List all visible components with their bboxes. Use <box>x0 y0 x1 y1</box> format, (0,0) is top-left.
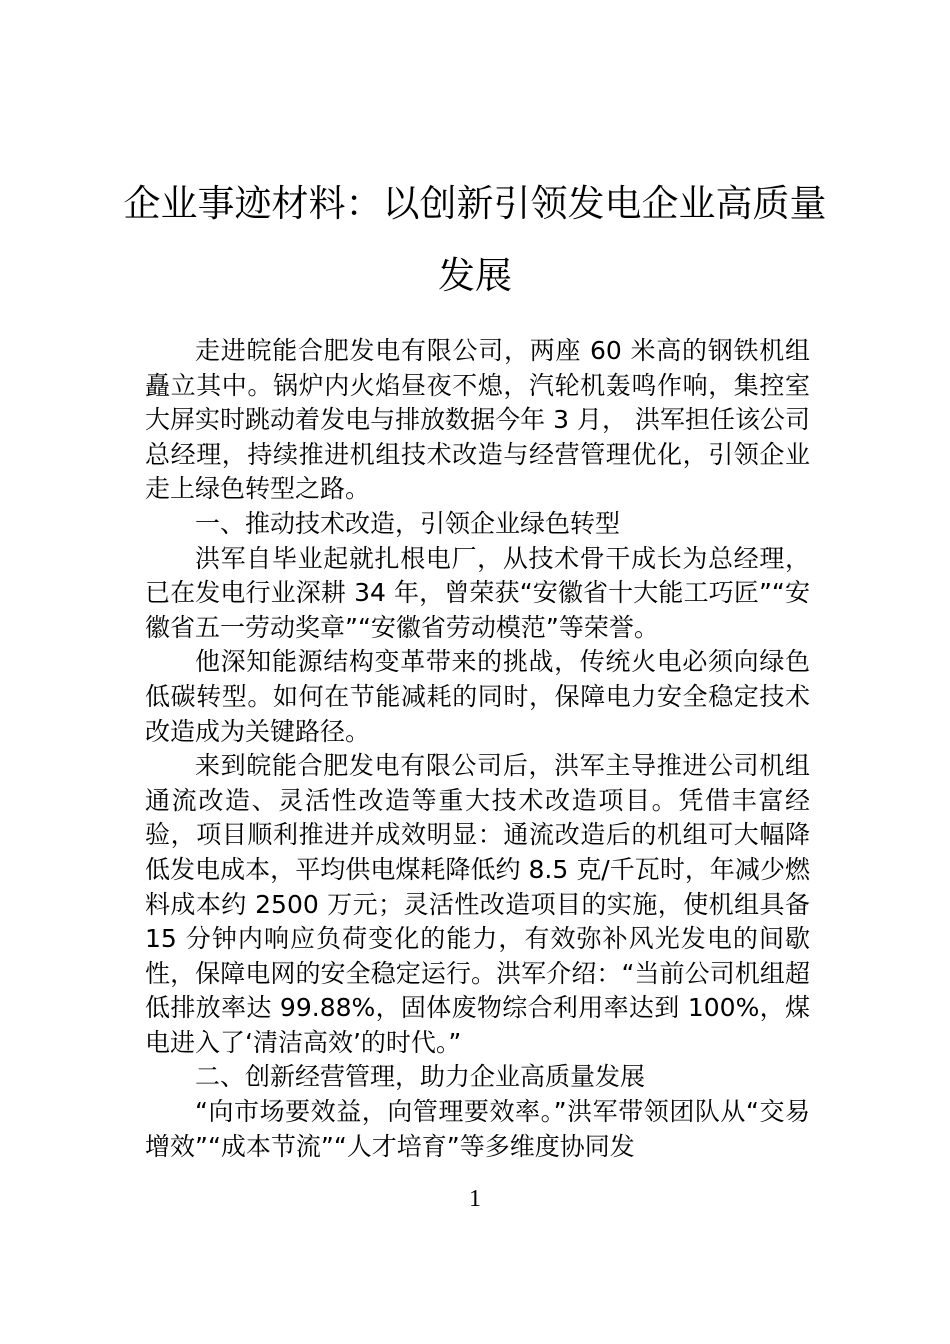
paragraph-management: “向市场要效益，向管理要效率。”洪军带领团队从“交易增效”“成本节流”“人才培育”等多维度协同发 <box>145 1097 810 1161</box>
section-heading-2: 二、创新经营管理，助力企业高质量发展 <box>195 1062 646 1092</box>
paragraph-challenge: 他深知能源结构变革带来的挑战，传统火电必须向绿色低碳转型。如何在节能减耗的同时，保障电力安全稳定技术改造成为关键路径。 <box>145 647 810 746</box>
document-title: 企业事迹材料：以创新引领发电企业高质量发展 <box>123 182 827 297</box>
page-number: 1 <box>469 1186 481 1212</box>
section-heading-1: 一、推动技术改造，引领企业绿色转型 <box>195 508 621 538</box>
paragraph-intro: 走进皖能合肥发电有限公司，两座 60 米高的钢铁机组矗立其中。锅炉内火焰昼夜不熄，汽轮机轰鸣作响，集控室大屏实时跳动着发电与排放数据今年 3 月， 洪军担任该公司总经理，持续推进机组技术改造与经营管理优化，引领企业走上绿色转型之路。 <box>145 336 810 504</box>
paragraph-tech-retrofit: 来到皖能合肥发电有限公司后，洪军主导推进公司机组通流改造、灵活性改造等重大技术改造项目。凭借丰富经验，项目顺利推进并成效明显：通流改造后的机组可大幅降低发电成本，平均供电煤耗降低约 8.5 克/千瓦时，年减少燃料成本约 2500 万元；灵活性改造项目的实施，使机组具备 15 分钟内响应负荷变化的能力，有效弥补风光发电的间歇性，保障电网的安全稳定运行。洪军介绍：“当前公司机组超低排放率达 99.88%，固体废物综合利用率达到 100%，煤电进入了‘清洁高效’的时代。” <box>145 751 810 1057</box>
document-body <box>145 334 810 1164</box>
paragraph-background: 洪军自毕业起就扎根电厂，从技术骨干成长为总经理，已在发电行业深耕 34 年，曾荣获“安徽省十大能工巧匠”“安徽省五一劳动奖章”“安徽省劳动模范”等荣誉。 <box>145 543 810 642</box>
